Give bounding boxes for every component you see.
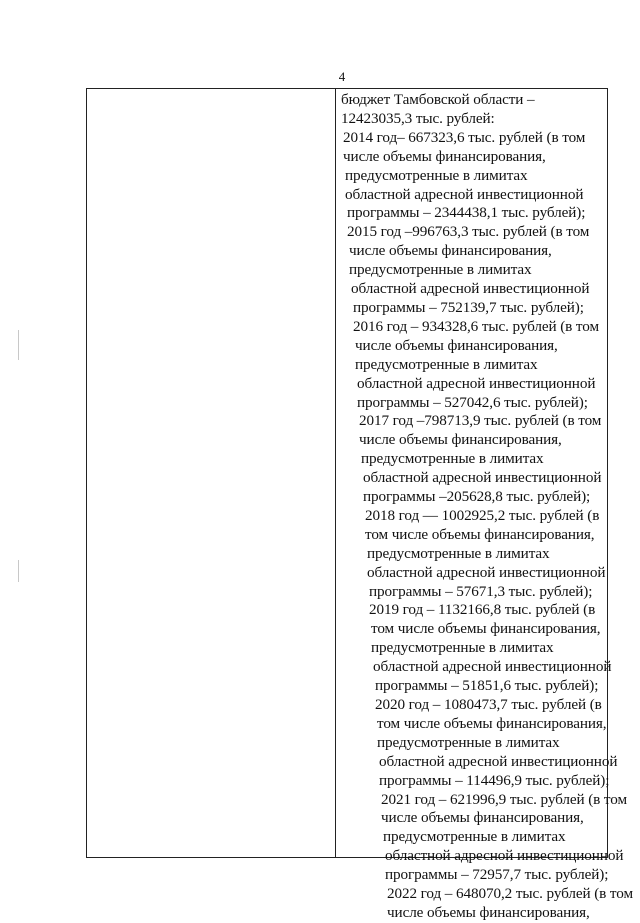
text-line: том числе объемы финансирования, [365, 525, 595, 543]
text-line: числе объемы финансирования, [349, 242, 552, 260]
text-line: областной адресной инвестиционной [373, 658, 612, 676]
text-line: программы – 527042,6 тыс. рублей); [357, 393, 588, 411]
text-line: программы – 72957,7 тыс. рублей); [385, 866, 609, 884]
text-line: предусмотренные в лимитах [383, 828, 566, 846]
column-divider [335, 89, 336, 857]
text-line: программы – 57671,3 тыс. рублей); [369, 582, 593, 600]
text-line: числе объемы финансирования, [381, 809, 584, 827]
text-line: 2019 год – 1132166,8 тыс. рублей (в [369, 601, 596, 619]
text-line: числе объемы финансирования, [343, 147, 546, 165]
text-line: предусмотренные в лимитах [345, 166, 528, 184]
text-line: программы – 114496,9 тыс. рублей); [379, 771, 610, 789]
text-line: 2015 год –996763,3 тыс. рублей (в том [347, 223, 590, 241]
text-line: 2017 год –798713,9 тыс. рублей (в том [359, 412, 602, 430]
text-line: предусмотренные в лимитах [377, 733, 560, 751]
scan-edge-mark [18, 560, 19, 582]
page-number: 4 [338, 69, 346, 84]
text-line: предусмотренные в лимитах [349, 261, 532, 279]
text-line: областной адресной инвестиционной [367, 563, 606, 581]
table-right-cell [341, 91, 633, 923]
text-line: 2014 год– 667323,6 тыс. рублей (в том [343, 128, 586, 146]
text-line: областной адресной инвестиционной [363, 469, 602, 487]
text-line: программы – 2344438,1 тыс. рублей); [347, 204, 586, 222]
text-line: 2021 год – 621996,9 тыс. рублей (в том [381, 790, 627, 808]
text-line: 2020 год – 1080473,7 тыс. рублей (в [375, 696, 602, 713]
text-line: программы –205628,8 тыс. рублей); [363, 488, 591, 506]
text-line: программы – 51851,6 тыс. рублей); [375, 677, 599, 695]
text-line: областной адресной инвестиционной [385, 847, 624, 865]
text-line: областной адресной инвестиционной [379, 752, 618, 770]
text-line: том числе объемы финансирования, [371, 620, 601, 638]
text-line: предусмотренные в лимитах [361, 450, 544, 468]
text-line: областной адресной инвестиционной [357, 374, 596, 392]
text-line: 2016 год – 934328,6 тыс. рублей (в том [353, 317, 599, 335]
text-line: том числе объемы финансирования, [377, 714, 607, 732]
text-line: числе объемы финансирования, [359, 431, 562, 449]
text-line: предусмотренные в лимитах [367, 544, 550, 562]
text-line: предусмотренные в лимитах [355, 355, 538, 373]
text-line: 2022 год – 648070,2 тыс. рублей (в том [387, 885, 633, 903]
table [86, 88, 633, 921]
text-line: бюджет Тамбовской области – [341, 91, 535, 108]
text-line: числе объемы финансирования, [355, 336, 558, 354]
text-line: программы – 752139,7 тыс. рублей); [353, 298, 584, 316]
text-line: 2018 год — 1002925,2 тыс. рублей (в [365, 506, 600, 524]
text-line: областной адресной инвестиционной [351, 280, 590, 298]
text-line: областной адресной инвестиционной [345, 185, 584, 203]
text-line: предусмотренные в лимитах [371, 639, 554, 657]
text-line: числе объемы финансирования, [387, 903, 590, 921]
scan-edge-mark [18, 330, 19, 360]
text-line: 12423035,3 тыс. рублей: [341, 109, 495, 127]
